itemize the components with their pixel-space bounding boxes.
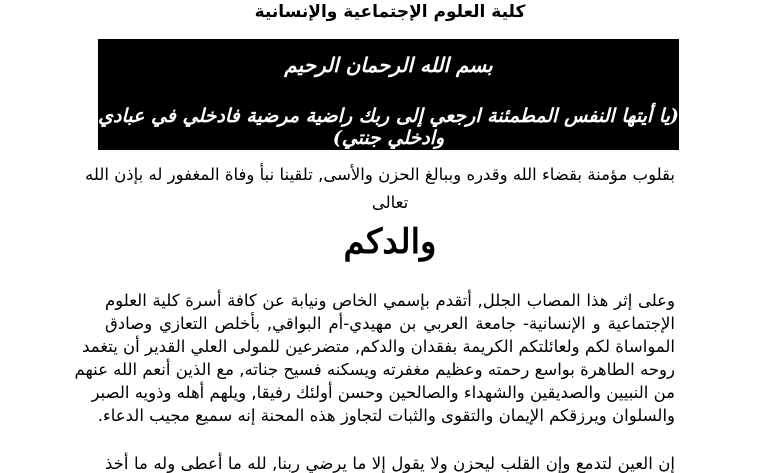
- body-line: المواساة لكم ولعائلتكم الكريمة بفقدان والدكم, متضرعين للمولى العلي القدير أن يتغمد: [82, 337, 675, 356]
- body-line: روحه الطاهرة بواسع رحمته وعظيم مغفرته ويسكنه فسيح جناته, مع الذين أنعم الله عنهم: [74, 360, 675, 379]
- body-line: وعلى إثر هذا المصاب الجلل, أتقدم بإسمي الخاص ونيابة عن كافة أسرة كلية العلوم: [105, 291, 675, 310]
- body-line: الإجتماعية و الإنسانية- جامعة العربي بن مهيدي-أم البواقي, بأخلص التعازي وصادق: [105, 314, 675, 333]
- body-line: إن العين لتدمع وإن القلب ليحزن ولا يقول إلا ما يرضي ربنا, لله ما أعطى وله ما أخذ: [105, 454, 675, 473]
- faculty-heading: كلية العلوم الإجتماعية والإنسانية: [254, 2, 526, 22]
- basmala: بسم الله الرحمان الرحيم: [284, 53, 493, 77]
- deceased-title: والدكم: [343, 222, 437, 262]
- body-line: من النبيين والصديقين والشهداء والصالحين وحسن أولئك رفيقا, ويلهم أهله وذويه الصبر: [91, 383, 675, 402]
- body-line: والسلوان ويرزقكم الإيمان والتقوى والثبات لتجاوز هذه المحنة إنه سميع مجيب الدعاء.: [97, 406, 675, 425]
- intro-line: تعالى: [371, 193, 409, 212]
- intro-line: بقلوب مؤمنة بقضاء الله وقدره وببالغ الحزن والأسى, تلقينا نبأ وفاة المغفور له بإذن الله: [85, 165, 675, 184]
- verse-banner: [98, 39, 679, 150]
- quran-verse: (يا أيتها النفس المطمئنة ارجعي إلى ربك راضية مرضية فادخلي في عبادي وادخلي جنتي): [98, 105, 679, 149]
